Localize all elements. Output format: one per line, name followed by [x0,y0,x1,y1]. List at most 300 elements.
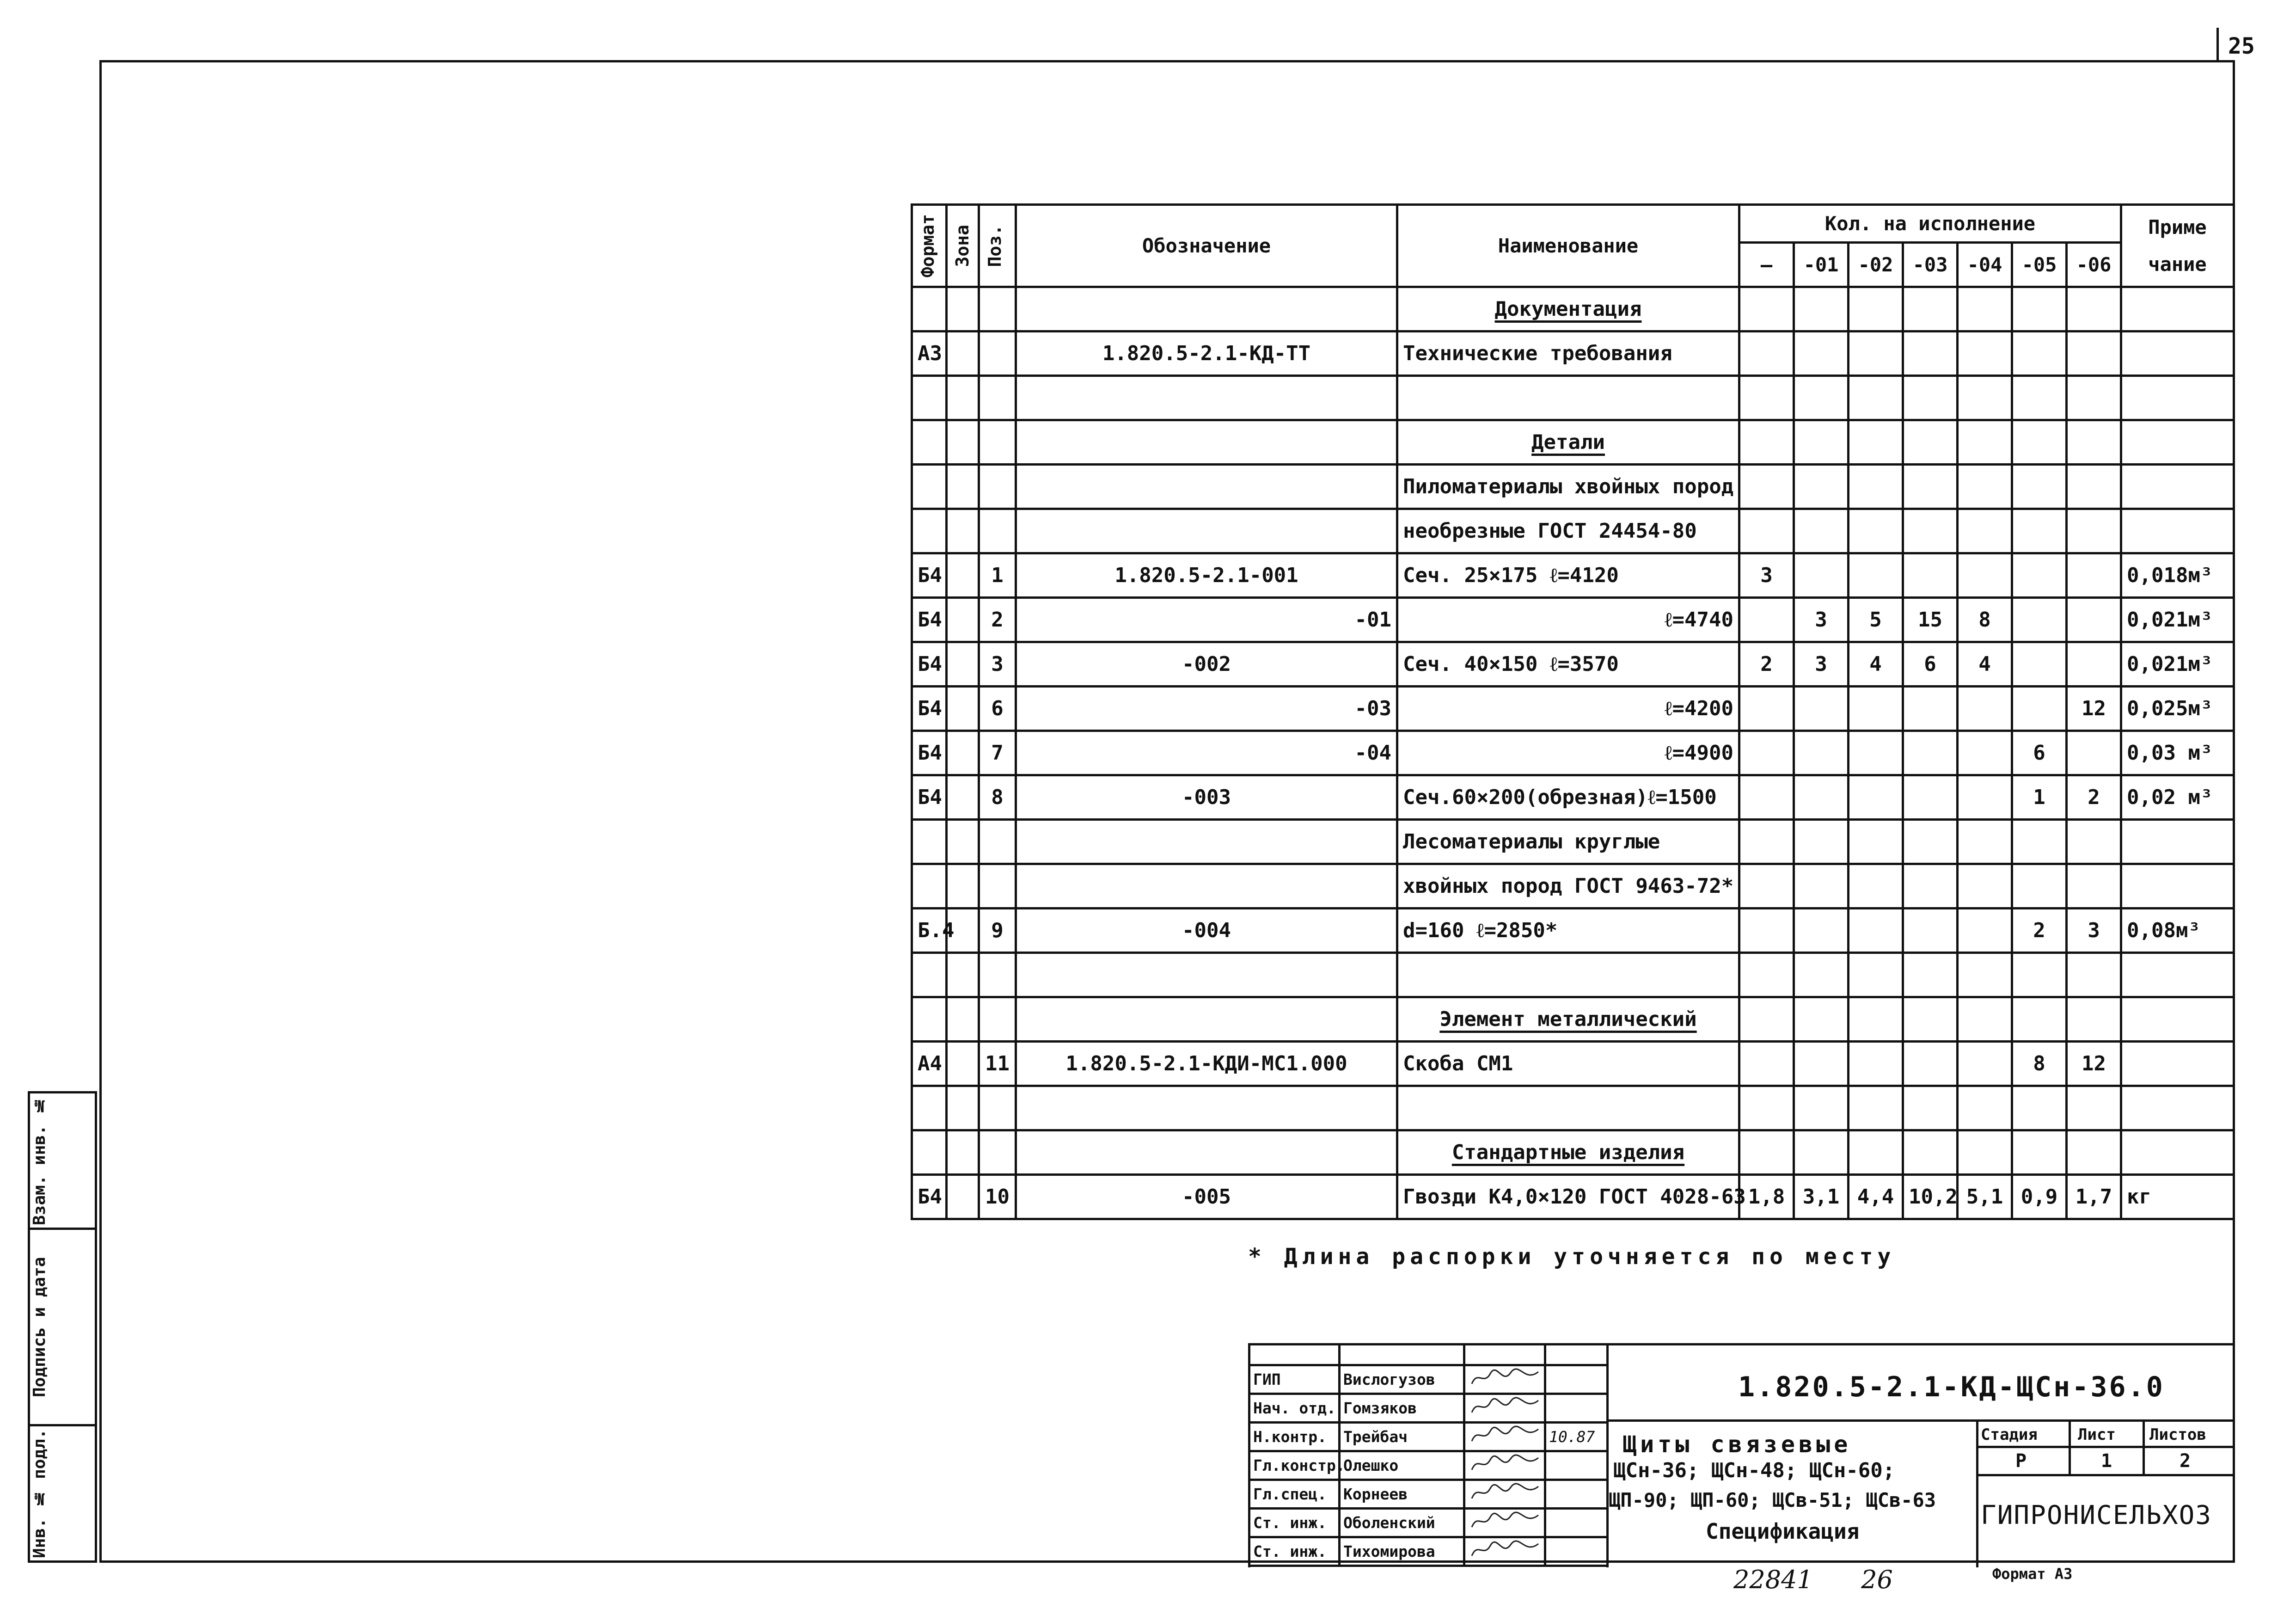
qty-cell [1849,1042,1903,1086]
page-number: 25 [2228,33,2255,59]
stage-value: Р [2015,1450,2027,1472]
format-cell: Б4 [912,775,947,820]
signature-mark [1464,1451,1545,1480]
format-cell [912,1086,947,1130]
qty-cell [1958,1130,2012,1175]
note-cell: кг [2121,1175,2234,1219]
qty-cell [1958,376,2012,420]
pos-cell: 11 [979,1042,1016,1086]
name-cell: Пиломатериалы хвойных пород [1397,465,1739,509]
table-row [912,465,2234,509]
qty-cell [1849,287,1903,332]
designation-cell [1016,376,1397,420]
qty-cell [1794,687,1849,731]
specification-body [912,287,2234,1219]
designation-cell: -04 [1016,731,1397,775]
qty-cell [2012,1130,2067,1175]
pos-cell [979,864,1016,909]
table-row [912,642,2234,687]
qty-cell: 12 [2067,1042,2121,1086]
qty-cell [1903,509,1958,553]
table-row [912,909,2234,953]
qty-cell [1739,376,1794,420]
qty-cell [1849,465,1903,509]
qty-cell: 6 [2012,731,2067,775]
sheet-value: 1 [2101,1450,2112,1472]
qty-cell: 5,1 [1958,1175,2012,1219]
qty-cell [1849,376,1903,420]
name-cell: ℓ=4200 [1397,687,1739,731]
qty-cell: 4,4 [1849,1175,1903,1219]
qty-cell [1849,1130,1903,1175]
signature-empty-cell [1249,1343,1340,1365]
qty-cell: 3,1 [1794,1175,1849,1219]
qty-cell [1794,953,1849,997]
qty-cell [1958,731,2012,775]
qty-cell [2067,287,2121,332]
qty-cell [2012,1086,2067,1130]
qty-cell [1794,775,1849,820]
qty-cell [1739,287,1794,332]
qty-cell [1958,332,2012,376]
qty-cell [2067,953,2121,997]
format-cell [912,509,947,553]
title-divider [1606,1343,1609,1567]
name-cell: Лесоматериалы круглые [1397,820,1739,864]
zone-cell [947,420,979,465]
pos-cell [979,997,1016,1042]
signature-scribble-icon [1468,1453,1542,1474]
header-variant: -01 [1794,243,1849,287]
format-cell [912,287,947,332]
qty-cell [1958,864,2012,909]
note-cell [2121,332,2234,376]
sheet-sheets-divider [2143,1419,2145,1474]
designation-cell: 1.820.5-2.1-001 [1016,553,1397,598]
qty-cell [1849,909,1903,953]
qty-cell [1849,687,1903,731]
sheets-value: 2 [2180,1450,2191,1472]
designation-cell [1016,1086,1397,1130]
page-number-divider [2216,28,2219,62]
pos-cell [979,287,1016,332]
qty-cell [1958,953,2012,997]
qty-cell [1903,864,1958,909]
qty-cell [2012,287,2067,332]
header-variant: -03 [1903,243,1958,287]
signature-date [1545,1394,1608,1423]
signature-role: Нач. отд. [1249,1394,1340,1423]
side-stamp-replace-inv-label: Взам. инв. № [30,1096,49,1225]
qty-cell [1903,553,1958,598]
qty-cell [2012,509,2067,553]
name-cell: d=160 ℓ=2850* [1397,909,1739,953]
qty-cell [1739,775,1794,820]
qty-cell [1794,509,1849,553]
designation-cell: 1.820.5-2.1-КДИ-МС1.000 [1016,1042,1397,1086]
signature-scribble-icon [1468,1539,1542,1560]
inventory-number-suffix: 26 [1861,1565,1893,1594]
qty-cell: 4 [1849,642,1903,687]
qty-cell [1958,553,2012,598]
note-cell: 0,021м³ [2121,642,2234,687]
note-cell: 0,03 м³ [2121,731,2234,775]
name-cell: Сеч. 25×175 ℓ=4120 [1397,553,1739,598]
table-row [912,1130,2234,1175]
zone-cell [947,332,979,376]
pos-cell: 8 [979,775,1016,820]
qty-cell [2012,332,2067,376]
signature-row [1249,1365,1608,1394]
stage-header-line [1976,1446,2233,1448]
name-cell: Гвозди К4,0×120 ГОСТ 4028-63 [1397,1175,1739,1219]
qty-cell [2012,553,2067,598]
qty-cell [2067,465,2121,509]
note-cell [2121,376,2234,420]
header-format: Формат [912,205,947,287]
qty-cell [1958,1042,2012,1086]
zone-cell [947,1042,979,1086]
name-cell: Скоба СМ1 [1397,1042,1739,1086]
table-row [912,509,2234,553]
stage-label: Стадия [1981,1425,2038,1444]
name-cell [1397,1086,1739,1130]
pos-cell [979,509,1016,553]
signature-role: Гл.спец. [1249,1480,1340,1509]
name-cell: Сеч. 40×150 ℓ=3570 [1397,642,1739,687]
qty-cell: 2 [1739,642,1794,687]
signature-mark [1464,1537,1545,1566]
qty-cell [2067,553,2121,598]
zone-cell [947,642,979,687]
qty-cell [1794,820,1849,864]
qty-cell [2067,1086,2121,1130]
zone-cell [947,731,979,775]
qty-cell: 5 [1849,598,1903,642]
qty-cell [1794,1042,1849,1086]
qty-cell [1849,1086,1903,1130]
qty-cell [1739,820,1794,864]
zone-cell [947,598,979,642]
note-cell [2121,287,2234,332]
qty-cell [1849,997,1903,1042]
qty-cell [1739,687,1794,731]
table-row [912,775,2234,820]
qty-cell [1794,376,1849,420]
zone-cell [947,1130,979,1175]
qty-cell [1739,332,1794,376]
qty-cell [1903,420,1958,465]
signature-name: Тихомирова [1340,1537,1464,1566]
signature-name: Гомзяков [1340,1394,1464,1423]
note-cell [2121,997,2234,1042]
qty-cell [1849,420,1903,465]
qty-cell: 3 [1794,598,1849,642]
table-row [912,376,2234,420]
note-cell: 0,08м³ [2121,909,2234,953]
signature-role: Ст. инж. [1249,1537,1340,1566]
zone-cell [947,953,979,997]
side-stamp-replace-inv [28,1091,97,1230]
qty-cell: 4 [1958,642,2012,687]
note-cell [2121,820,2234,864]
table-row [912,731,2234,775]
qty-cell [1903,1130,1958,1175]
table-row [912,687,2234,731]
signature-scribble-icon [1468,1511,1542,1531]
pos-cell [979,1086,1016,1130]
format-cell [912,420,947,465]
designation-cell: -03 [1016,687,1397,731]
side-stamp-sign-date-label: Подпись и дата [30,1257,49,1397]
qty-cell [1903,820,1958,864]
pos-cell: 6 [979,687,1016,731]
pos-cell: 2 [979,598,1016,642]
name-cell: Сеч.60×200(обрезная)ℓ=1500 [1397,775,1739,820]
format-cell: Б4 [912,1175,947,1219]
header-variant: -04 [1958,243,2012,287]
zone-cell [947,465,979,509]
qty-cell: 2 [2012,909,2067,953]
qty-cell [1903,1086,1958,1130]
qty-cell [1739,909,1794,953]
signature-scribble-icon [1468,1425,1542,1445]
signature-name: Оболенский [1340,1509,1464,1537]
zone-cell [947,287,979,332]
qty-cell [1903,953,1958,997]
signature-date [1545,1509,1608,1537]
qty-cell [1739,465,1794,509]
note-cell [2121,953,2234,997]
qty-cell [1958,909,2012,953]
note-cell [2121,1086,2234,1130]
qty-cell [2012,598,2067,642]
signature-date [1545,1451,1608,1480]
signature-name: Корнеев [1340,1480,1464,1509]
designation-cell [1016,287,1397,332]
table-row [912,332,2234,376]
pos-cell: 9 [979,909,1016,953]
qty-cell [1849,332,1903,376]
note-cell [2121,465,2234,509]
header-note: Приме чание [2121,205,2234,287]
qty-cell [1903,465,1958,509]
name-cell [1397,376,1739,420]
qty-cell: 6 [1903,642,1958,687]
qty-cell: 3 [1739,553,1794,598]
qty-cell [1794,553,1849,598]
zone-cell [947,775,979,820]
qty-cell [1739,864,1794,909]
format-cell: Б4 [912,642,947,687]
qty-cell [1794,1086,1849,1130]
qty-cell [2067,376,2121,420]
qty-cell [2067,332,2121,376]
name-cell: Документация [1397,287,1739,332]
format-cell [912,953,947,997]
signature-role: Гл.констр. [1249,1451,1340,1480]
pos-cell [979,332,1016,376]
note-cell: 0,018м³ [2121,553,2234,598]
zone-cell [947,376,979,420]
signature-date [1545,1365,1608,1394]
qty-cell [1849,731,1903,775]
qty-cell: 8 [1958,598,2012,642]
table-row [912,997,2234,1042]
qty-cell [1958,775,2012,820]
qty-cell: 1 [2012,775,2067,820]
qty-cell [1794,864,1849,909]
qty-cell [2012,953,2067,997]
qty-cell [2012,997,2067,1042]
designation-cell [1016,953,1397,997]
qty-cell [1739,1130,1794,1175]
designation-cell: -005 [1016,1175,1397,1219]
qty-cell [1958,997,2012,1042]
name-cell: Технические требования [1397,332,1739,376]
qty-cell: 3 [2067,909,2121,953]
name-cell: Элемент металлический [1397,997,1739,1042]
qty-cell [2067,864,2121,909]
qty-cell [1958,820,2012,864]
qty-cell [1903,687,1958,731]
table-row [912,864,2234,909]
qty-cell [1849,953,1903,997]
organization-name: ГИПРОНИСЕЛЬХОЗ [1981,1500,2212,1530]
zone-cell [947,997,979,1042]
qty-cell [1903,376,1958,420]
qty-cell [1903,1042,1958,1086]
qty-cell [2067,509,2121,553]
format-cell [912,376,947,420]
designation-cell [1016,509,1397,553]
format-cell [912,864,947,909]
qty-cell [1794,287,1849,332]
designation-cell: -002 [1016,642,1397,687]
header-variant: — [1739,243,1794,287]
header-designation: Обозначение [1016,205,1397,287]
qty-cell [1849,820,1903,864]
signature-row [1249,1537,1608,1566]
qty-cell: 2 [2067,775,2121,820]
pos-cell [979,420,1016,465]
designation-cell: -01 [1016,598,1397,642]
note-cell [2121,509,2234,553]
inventory-number-main: 22841 [1733,1565,1813,1594]
qty-cell [1794,1130,1849,1175]
signature-empty-cell [1340,1343,1464,1365]
header-variant: -05 [2012,243,2067,287]
qty-cell [1739,731,1794,775]
name-cell: хвойных пород ГОСТ 9463-72* [1397,864,1739,909]
format-cell: Б.4 [912,909,947,953]
format-cell: А3 [912,332,947,376]
note-cell [2121,420,2234,465]
qty-cell [2067,420,2121,465]
inventory-number [1733,1565,1893,1594]
name-cell: необрезные ГОСТ 24454-80 [1397,509,1739,553]
signature-mark [1464,1394,1545,1423]
qty-cell [2067,1130,2121,1175]
signature-mark [1464,1365,1545,1394]
qty-cell [1794,731,1849,775]
table-row [912,287,2234,332]
pos-cell [979,376,1016,420]
side-stamp-sign-date [28,1228,97,1426]
qty-cell [1794,997,1849,1042]
signature-role: ГИП [1249,1365,1340,1394]
zone-cell [947,864,979,909]
sheets-label: Листов [2149,1425,2206,1444]
qty-cell [1794,332,1849,376]
footnote: * Длина распорки уточняется по месту [1248,1244,1896,1270]
name-cell [1397,953,1739,997]
qty-cell [2067,642,2121,687]
designation-cell: -003 [1016,775,1397,820]
zone-cell [947,509,979,553]
qty-cell [2012,687,2067,731]
note-cell: 0,02 м³ [2121,775,2234,820]
format-label: Формат А3 [1992,1565,2073,1583]
specification-table [911,203,2235,1220]
qty-cell: 3 [1794,642,1849,687]
signature-row [1249,1451,1608,1480]
signature-empty-row [1249,1343,1608,1365]
qty-cell [1794,909,1849,953]
designation-cell: -004 [1016,909,1397,953]
pos-cell [979,1130,1016,1175]
signature-name: Вислогузов [1340,1365,1464,1394]
pos-cell: 7 [979,731,1016,775]
signature-mark [1464,1480,1545,1509]
qty-cell [2067,820,2121,864]
qty-cell [2012,420,2067,465]
qty-cell [2012,820,2067,864]
qty-cell [2067,731,2121,775]
title-block [1248,1343,2233,1567]
qty-cell: 1,7 [2067,1175,2121,1219]
pos-cell: 3 [979,642,1016,687]
signature-row [1249,1394,1608,1423]
signature-date [1545,1480,1608,1509]
qty-cell [1903,731,1958,775]
qty-cell [2067,997,2121,1042]
qty-cell [1903,332,1958,376]
signature-role: Н.контр. [1249,1423,1340,1451]
pos-cell [979,465,1016,509]
side-stamp-inv-original-label: Инв. № подл. [30,1429,49,1558]
qty-cell: 0,9 [2012,1175,2067,1219]
pos-cell [979,953,1016,997]
format-cell [912,465,947,509]
qty-cell [2067,598,2121,642]
qty-cell [1958,509,2012,553]
zone-cell [947,1175,979,1219]
title-line-3: ЩП-90; ЩП-60; ЩСв-51; ЩСв-63 [1609,1489,1936,1511]
qty-cell [1903,775,1958,820]
qty-cell [2012,864,2067,909]
signature-mark [1464,1423,1545,1451]
qty-cell [1958,287,2012,332]
qty-cell [1903,909,1958,953]
pos-cell: 10 [979,1175,1016,1219]
table-row [912,820,2234,864]
signature-row [1249,1423,1608,1451]
signature-scribble-icon [1468,1367,1542,1388]
qty-cell [1739,953,1794,997]
qty-cell [1739,997,1794,1042]
format-cell: Б4 [912,553,947,598]
